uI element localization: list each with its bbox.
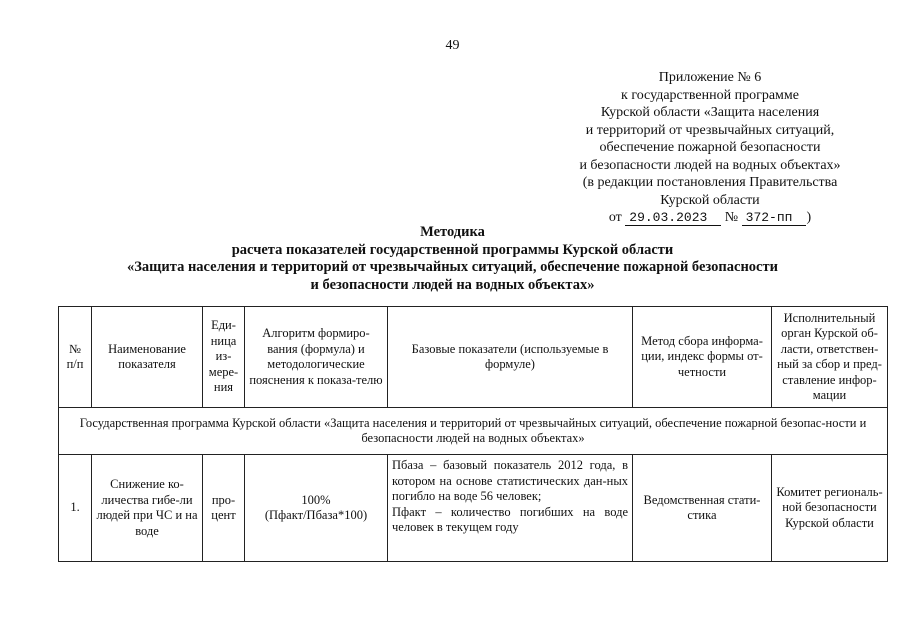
algorithm-formula: (Пфакт/Пбаза*100) <box>264 508 368 522</box>
appendix-line: к государственной программе <box>621 87 799 103</box>
appendix-line: Курской области <box>660 192 760 208</box>
header-num: № п/п <box>59 307 92 408</box>
section-title: Государственная программа Курской области «Защита населения и территорий от чрезвычайных ситуаций, обеспечение пожарной безопас-ности и безопасности людей на водных объектах» <box>59 408 888 455</box>
base-indicator-2: Пфакт – количество погибших на воде человек в текущем году <box>392 504 628 534</box>
table-header-row <box>59 307 888 408</box>
resolution-number: 372-пп <box>742 210 807 226</box>
header-executor: Исполнительный орган Курской об-ласти, ответствен-ный за сбор и пред-ставление инфор-мации <box>772 307 888 408</box>
row-num: 1. <box>59 455 92 562</box>
appendix-line: Приложение № 6 <box>658 70 762 85</box>
methodics-table <box>58 306 888 562</box>
date-prefix: от <box>608 210 622 225</box>
number-prefix: № <box>724 210 739 225</box>
header-method: Метод сбора информа-ции, индекс формы от-четности <box>633 307 772 408</box>
row-executor: Комитет региональ-ной безопасности Курской области <box>772 455 888 562</box>
appendix-line: Курской области «Защита населения <box>600 105 820 120</box>
header-base: Базовые показатели (используемые в формуле) <box>388 307 633 408</box>
row-base <box>388 455 633 562</box>
resolution-date: 29.03.2023 <box>625 210 721 226</box>
header-name: Наименование показателя <box>92 307 203 408</box>
appendix-line: и безопасности людей на водных объектах» <box>579 157 841 173</box>
row-algorithm <box>245 455 388 562</box>
base-indicator-1: Пбаза – базовый показатель 2012 года, в котором на основе статистических дан-ных погибло на воде 56 человек; <box>392 458 628 503</box>
algorithm-value: 100% <box>301 492 331 507</box>
title-line: расчета показателей государственной программы Курской области <box>231 241 674 258</box>
closing-paren: ) <box>806 210 812 225</box>
page-number: 49 <box>445 38 460 53</box>
document-title <box>40 224 865 294</box>
row-method: Ведомственная стати-стика <box>633 455 772 562</box>
appendix-line: и территорий от чрезвычайных ситуаций, <box>585 122 835 138</box>
header-algorithm: Алгоритм формиро-вания (формула) и методологические пояснения к показа-телю <box>245 307 388 408</box>
appendix-line: обеспечение пожарной безопасности <box>599 140 821 155</box>
title-line: и безопасности людей на водных объектах» <box>310 276 595 293</box>
section-row <box>59 408 888 455</box>
row-unit: про-цент <box>203 455 245 562</box>
appendix-note <box>520 69 900 227</box>
appendix-line: (в редакции постановления Правительства <box>582 175 838 190</box>
row-name: Снижение ко-личества гибе-ли людей при ЧС и на воде <box>92 455 203 562</box>
title-line: Методика <box>420 224 485 240</box>
table-row <box>59 455 888 562</box>
title-line: «Защита населения и территорий от чрезвычайных ситуаций, обеспечение пожарной безопасности <box>127 259 778 275</box>
header-unit: Еди-ница из-мере-ния <box>203 307 245 408</box>
